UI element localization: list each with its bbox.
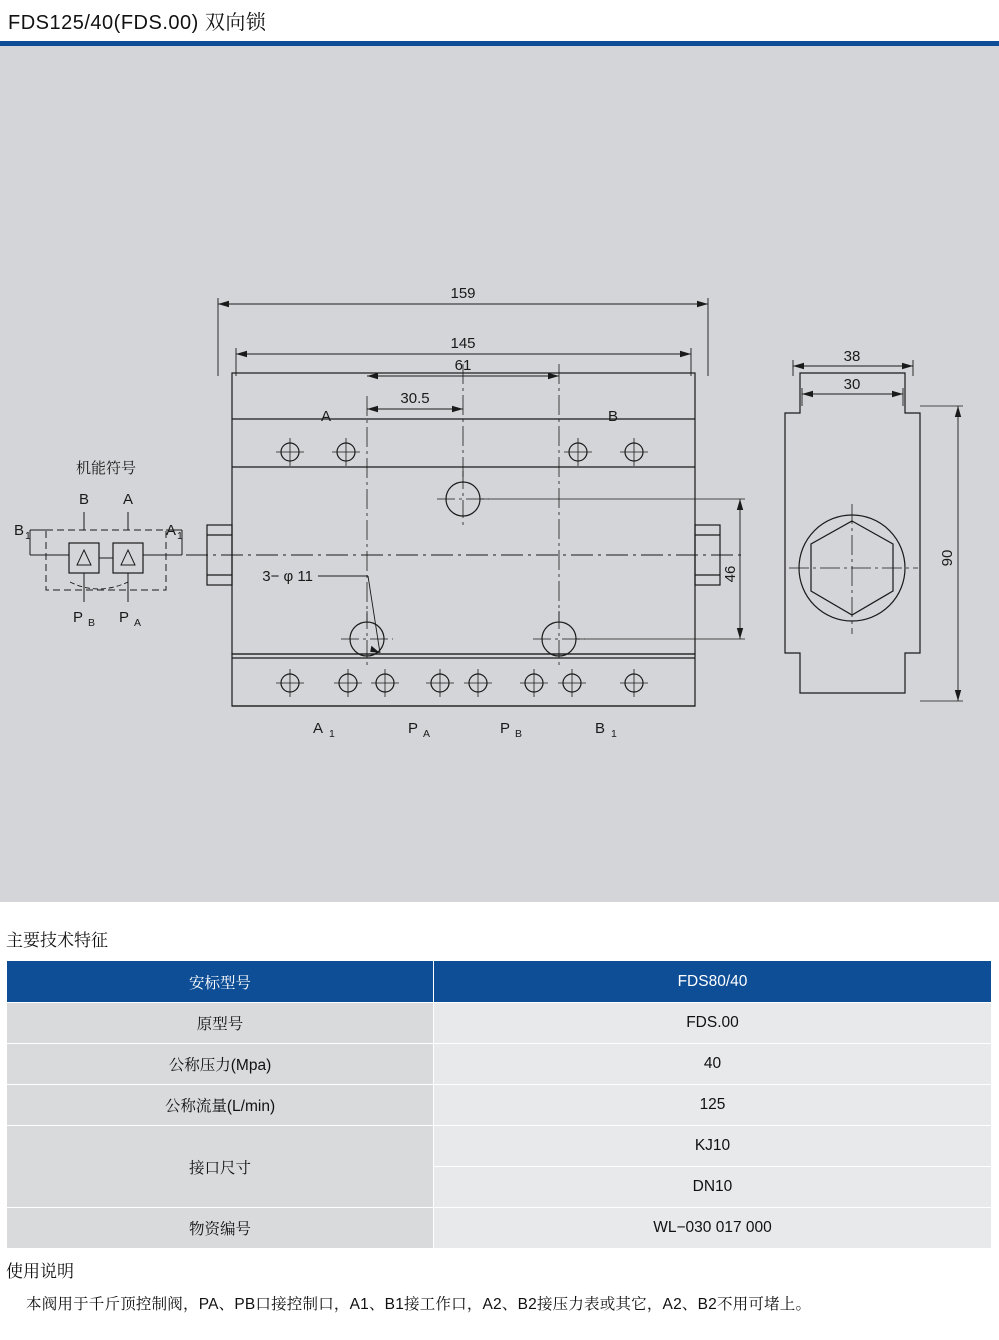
- dim-side-height: 90: [939, 549, 956, 567]
- port-label-a1: [313, 720, 335, 740]
- dim-mount-length: 145: [450, 335, 476, 352]
- port-label-b1: [595, 720, 617, 740]
- usage-section-heading: 使用说明: [6, 1262, 74, 1281]
- svg-text:P: P: [407, 720, 419, 737]
- svg-text:1: 1: [329, 728, 335, 740]
- svg-text:A: A: [134, 617, 142, 629]
- tech-spec-table: [6, 960, 992, 1249]
- dim-side-width: 38: [843, 348, 861, 365]
- page-title: FDS125/40(FDS.00) 双向锁: [8, 12, 267, 34]
- port-label-a: A: [320, 408, 332, 425]
- table-row: [7, 961, 992, 1003]
- usage-description: 本阀用于千斤顶控制阀，PA、PB口接控制口，A1、B1接工作口，A2、B2接压力表或其它，A2、B2不用可堵上。: [26, 1296, 812, 1313]
- dim-overall-length: 159: [450, 285, 476, 302]
- valve-drawing: [0, 46, 999, 902]
- table-row: [7, 1044, 992, 1085]
- tech-section-heading: 主要技术特征: [6, 931, 108, 950]
- table-row: [7, 1003, 992, 1044]
- table-row: [7, 1208, 992, 1249]
- row-value-interface-size-2: DN10: [434, 1167, 992, 1208]
- svg-text:A: A: [423, 728, 431, 740]
- port-label-pa: [408, 720, 430, 740]
- port-label-b: B: [607, 408, 619, 425]
- symbol-label-a: A: [122, 491, 134, 508]
- row-value-original-model: FDS.00: [434, 1003, 992, 1044]
- symbol-label-pa: [119, 609, 141, 629]
- symbol-label-b: B: [78, 491, 90, 508]
- row-label-nominal-flow: 公称流量(L/min): [7, 1085, 434, 1126]
- svg-text:1: 1: [177, 530, 183, 542]
- row-label-nominal-pressure: 公称压力(Mpa): [7, 1044, 434, 1085]
- symbol-caption: 机能符号: [75, 460, 137, 477]
- row-label-interface-size: 接口尺寸: [7, 1126, 434, 1208]
- symbol-label-pb: [73, 609, 95, 629]
- svg-text:B: B: [13, 522, 24, 539]
- svg-text:A: A: [166, 522, 177, 539]
- svg-text:P: P: [118, 609, 130, 626]
- svg-text:A: A: [312, 720, 324, 737]
- dim-height: 46: [722, 565, 739, 583]
- row-label-material-code: 物资编号: [7, 1208, 434, 1249]
- row-value-nominal-flow: 125: [434, 1085, 992, 1126]
- dim-hole-span: 61: [454, 357, 472, 374]
- table-row: [7, 1085, 992, 1126]
- table-header-label: 安标型号: [7, 961, 434, 1003]
- port-label-pb: [500, 720, 522, 740]
- hole-note: 3− φ 11: [262, 568, 313, 585]
- table-header-value: FDS80/40: [434, 961, 992, 1003]
- svg-text:B: B: [88, 617, 96, 629]
- row-value-material-code: WL−030 017 000: [434, 1208, 992, 1249]
- svg-text:B: B: [515, 728, 523, 740]
- svg-text:P: P: [72, 609, 84, 626]
- dim-half-span: 30.5: [400, 390, 430, 407]
- dim-side-inner-width: 30: [843, 376, 861, 393]
- table-row: [7, 1126, 992, 1167]
- svg-text:1: 1: [611, 728, 617, 740]
- symbol-label-b1: [14, 522, 31, 542]
- svg-text:1: 1: [25, 530, 31, 542]
- technical-drawing-panel: [0, 46, 999, 902]
- symbol-label-a1: [166, 522, 183, 542]
- svg-text:B: B: [594, 720, 606, 737]
- row-value-nominal-pressure: 40: [434, 1044, 992, 1085]
- row-label-original-model: 原型号: [7, 1003, 434, 1044]
- row-value-interface-size-1: KJ10: [434, 1126, 992, 1167]
- svg-text:P: P: [499, 720, 511, 737]
